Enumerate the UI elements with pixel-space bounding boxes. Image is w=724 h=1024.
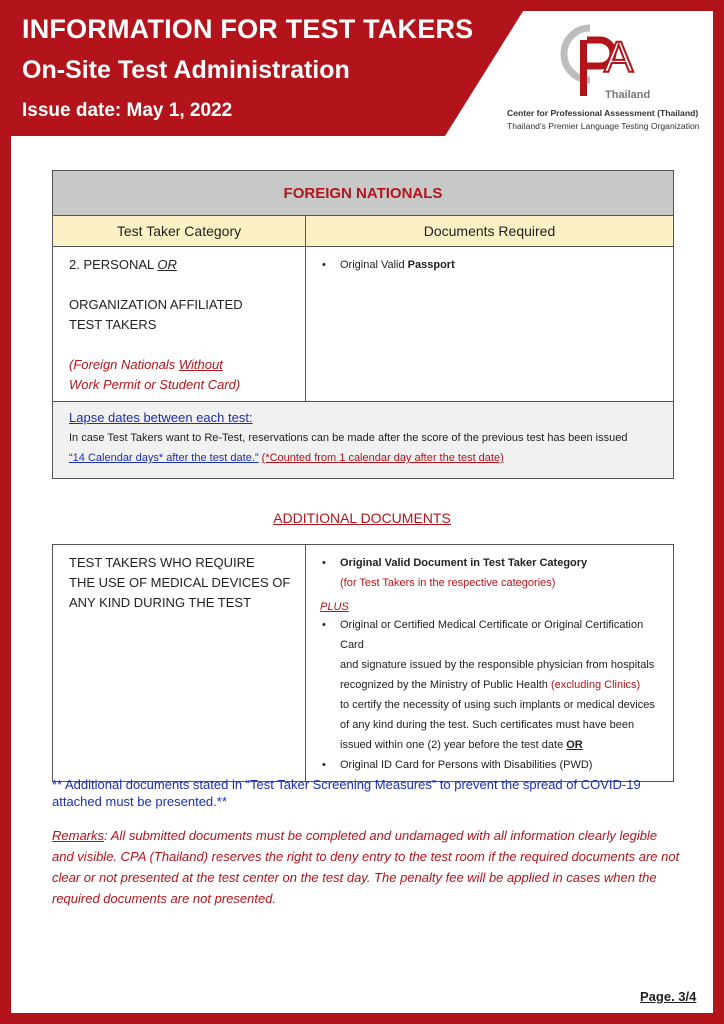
page-number: Page. 3/4 xyxy=(640,989,697,1004)
category-personal: 2. PERSONAL OR xyxy=(69,257,177,272)
covid-note: ** Additional documents stated in “Test Taker Screening Measures” to prevent the spread of COVID-19 attached must be presented.** xyxy=(52,777,641,809)
additional-documents-table xyxy=(52,544,674,782)
column-header-documents: Documents Required xyxy=(306,216,674,247)
medical-category-line2: THE USE OF MEDICAL DEVICES OF xyxy=(69,575,291,590)
org-tagline: Thailand's Premier Language Testing Organization xyxy=(507,121,700,131)
category-cell xyxy=(53,247,306,402)
document-valid-original-note: (for Test Takers in the respective categories) xyxy=(340,577,556,589)
medical-category-line1: TEST TAKERS WHO REQUIRE xyxy=(69,555,255,570)
plus-label: PLUS xyxy=(320,601,349,613)
lapse-dates-body: In case Test Takers want to Re-Test, reservations can be made after the score of the previous test has been issued xyxy=(69,432,628,444)
document-pwd-card: • Original ID Card for Persons with Disabilities (PWD) xyxy=(322,759,593,771)
cpa-logo-country: Thailand xyxy=(605,89,650,101)
cpa-logo-mark xyxy=(550,22,650,102)
remarks-text: : All submitted documents must be completed and undamaged with all information clearly legible and visible. CPA (Thailand) reserves the right to deny entry to the test room if the required documents are not clear or not presented at the test center on the test day. The penalty fee will be applied in cases when the required documents are not presented. xyxy=(52,828,680,906)
document-medical-certificate: • Original or Certified Medical Certificate or Original Certification Card and signature issued by the responsible physician from hospitals recognized by the Ministry of Public Health (excluding Clinics) to certify the necessity of using such implants or medical devices of any kind during the test. Such certificates must have been issued within one (2) year before the test date OR xyxy=(322,619,655,751)
issue-date: Issue date: May 1, 2022 xyxy=(22,100,233,121)
column-header-category: Test Taker Category xyxy=(53,216,306,247)
lapse-dates-cell xyxy=(53,402,674,479)
lapse-dates-detail: “14 Calendar days* after the test date.” (*Counted from 1 calendar day after the test date) xyxy=(69,452,504,464)
org-name: Center for Professional Assessment (Thailand) xyxy=(507,108,699,118)
additional-documents-heading: ADDITIONAL DOCUMENTS xyxy=(273,510,451,526)
category-organization: ORGANIZATION AFFILIATED xyxy=(69,297,243,312)
cpa-logo xyxy=(505,22,705,134)
documents-cell xyxy=(306,247,674,402)
medical-documents-cell xyxy=(306,545,674,782)
category-note-line2: Work Permit or Student Card) xyxy=(69,377,241,392)
foreign-nationals-table xyxy=(52,170,674,479)
cpa-logo-a: A xyxy=(604,33,634,82)
lapse-dates-title: Lapse dates between each test: xyxy=(69,410,253,425)
medical-category-cell xyxy=(53,545,306,782)
medical-category-line3: ANY KIND DURING THE TEST xyxy=(69,595,252,610)
document-valid-original: • Original Valid Document in Test Taker Category xyxy=(322,557,588,569)
page-subtitle: On-Site Test Administration xyxy=(22,56,350,84)
remarks-label: Remarks xyxy=(52,828,105,843)
remarks xyxy=(52,825,682,909)
foreign-nationals-heading: FOREIGN NATIONALS xyxy=(53,171,674,216)
document-passport: • Original Valid Passport xyxy=(322,259,455,271)
page-title: INFORMATION FOR TEST TAKERS xyxy=(22,14,474,44)
category-note: (Foreign Nationals Without xyxy=(69,357,223,372)
category-test-takers: TEST TAKERS xyxy=(69,317,157,332)
